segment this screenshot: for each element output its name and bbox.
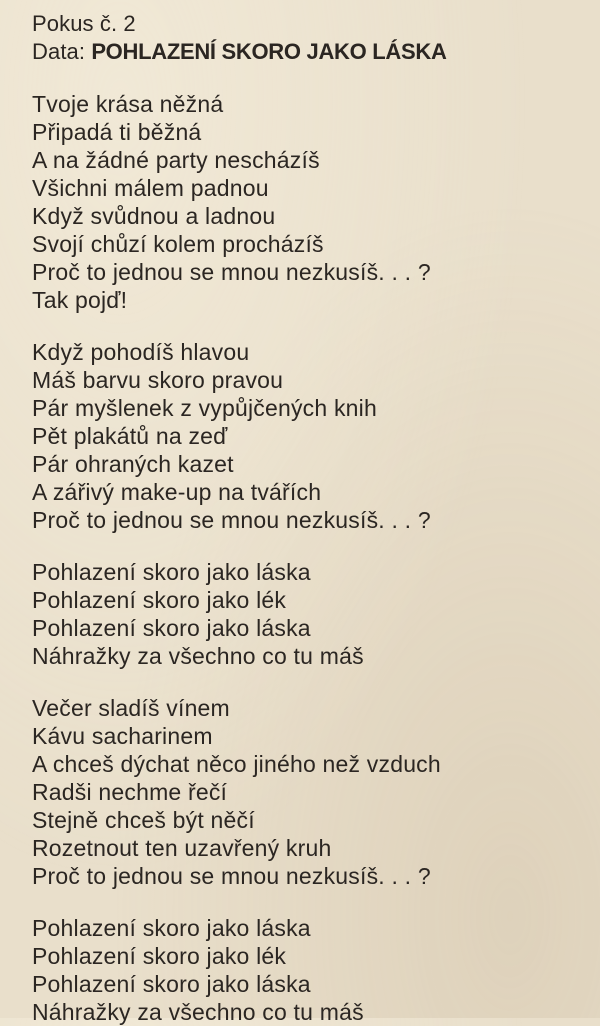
data-line xyxy=(32,38,592,66)
lyric-line: Radši nechme řečí xyxy=(32,779,228,805)
lyric-line: Náhražky za všechno co tu máš xyxy=(32,999,364,1025)
song-header xyxy=(32,10,592,66)
lyric-line: Pohlazení skoro jako láska xyxy=(32,971,311,997)
data-label: Data: xyxy=(32,39,86,64)
lyric-line: Pár ohraných kazet xyxy=(32,451,234,477)
lyric-line: Všichni málem padnou xyxy=(32,175,269,201)
lyric-line: Pár myšlenek z vypůjčených knih xyxy=(32,395,377,421)
lyric-line: Když pohodíš hlavou xyxy=(32,339,250,365)
lyric-line: A zářivý make-up na tvářích xyxy=(32,479,322,505)
lyrics-page xyxy=(32,10,592,1026)
lyric-line: Pohlazení skoro jako lék xyxy=(32,943,287,969)
pokus-line: Pokus č. 2 xyxy=(32,11,136,36)
lyric-line: Rozetnout ten uzavřený kruh xyxy=(32,835,332,861)
lyric-line: Svojí chůzí kolem procházíš xyxy=(32,231,324,257)
lyric-line: A chceš dýchat něco jiného než vzduch xyxy=(32,751,441,777)
lyric-line: Pohlazení skoro jako láska xyxy=(32,615,311,641)
lyric-line: Máš barvu skoro pravou xyxy=(32,367,284,393)
lyric-line: Proč to jednou se mnou nezkusíš. . . ? xyxy=(32,507,431,533)
lyric-line: Pohlazení skoro jako lék xyxy=(32,587,287,613)
lyric-line: Náhražky za všechno co tu máš xyxy=(32,643,364,669)
lyric-line: Kávu sacharinem xyxy=(32,723,213,749)
lyric-line: Pohlazení skoro jako láska xyxy=(32,559,311,585)
stanza-3 xyxy=(32,694,592,890)
lyric-line: Proč to jednou se mnou nezkusíš. . . ? xyxy=(32,863,431,889)
lyric-line: Večer sladíš vínem xyxy=(32,695,230,721)
stanza-2 xyxy=(32,338,592,534)
lyric-line: Připadá ti běžná xyxy=(32,119,202,145)
stanza-1 xyxy=(32,90,592,314)
lyric-line: Proč to jednou se mnou nezkusíš. . . ? xyxy=(32,259,431,285)
lyric-line: Stejně chceš být něčí xyxy=(32,807,255,833)
lyric-line: Tvoje krása něžná xyxy=(32,91,224,117)
lyric-line: Tak pojď! xyxy=(32,287,128,313)
lyric-line: Když svůdnou a ladnou xyxy=(32,203,276,229)
lyric-line: Pět plakátů na zeď xyxy=(32,423,228,449)
chorus-2 xyxy=(32,914,592,1026)
chorus-1 xyxy=(32,558,592,670)
lyric-line: A na žádné party nescházíš xyxy=(32,147,320,173)
song-title: POHLAZENÍ SKORO JAKO LÁSKA xyxy=(91,39,447,64)
lyric-line: Pohlazení skoro jako láska xyxy=(32,915,311,941)
